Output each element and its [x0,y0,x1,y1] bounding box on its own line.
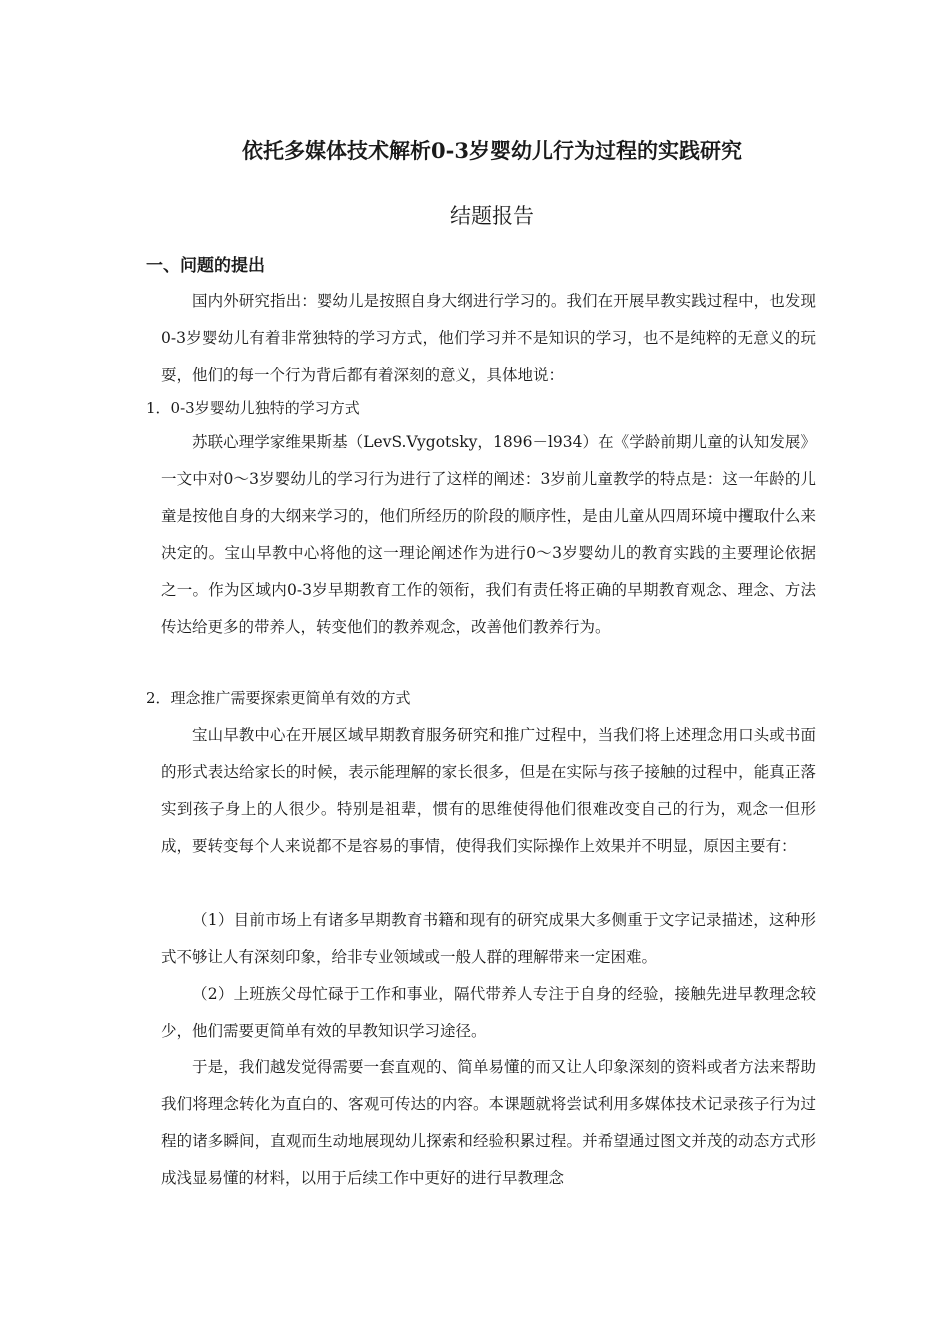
subsection-1-paragraph: 苏联心理学家维果斯基（LevS.Vygotsky，1896－l934）在《学龄前期儿童的认知发展》一文中对0～3岁婴幼儿的学习行为进行了这样的阐述：3岁前儿童教学的特点是：这一年龄的儿童是按他自身的大纲来学习的，他们所经历的阶段的顺序性，是由儿童从四周环境中攫取什么来决定的。宝山早教中心将他的这一理论阐述作为进行0～3岁婴幼儿的教育实践的主要理论依据之一。作为区域内0-3岁早期教育工作的领衔，我们有责任将正确的早期教育观念、理念、方法传达给更多的带养人，转变他们的教养观念，改善他们教养行为。 [161,433,816,636]
subsection-heading-1: 1．0-3岁婴幼儿独特的学习方式 [146,399,360,417]
subsection-2-paragraph: 宝山早教中心在开展区域早期教育服务研究和推广过程中，当我们将上述理念用口头或书面的形式表达给家长的时候，表示能理解的家长很多，但是在实际与孩子接触的过程中，能真正落实到孩子身上的人很少。特别是祖辈，惯有的思维使得他们很难改变自己的行为，观念一但形成，要转变每个人来说都不是容易的事情，使得我们实际操作上效果并不明显，原因主要有： [161,726,816,855]
intro-paragraph: 国内外研究指出：婴幼儿是按照自身大纲进行学习的。我们在开展早教实践过程中，也发现0-3岁婴幼儿有着非常独特的学习方式，他们学习并不是知识的学习，也不是纯粹的无意义的玩耍，他们的每一个行为背后都有着深刻的意义，具体地说： [161,292,816,384]
document-subtitle: 结题报告 [450,204,534,228]
reason-1-paragraph: （1）目前市场上有诸多早期教育书籍和现有的研究成果大多侧重于文字记录描述，这种形式不够让人有深刻印象，给非专业领域或一般人群的理解带来一定困难。 [161,911,816,966]
conclusion-paragraph: 于是，我们越发觉得需要一套直观的、简单易懂的而又让人印象深刻的资料或者方法来帮助我们将理念转化为直白的、客观可传达的内容。本课题就将尝试利用多媒体技术记录孩子行为过程的诸多瞬间，直观而生动地展现幼儿探索和经验积累过程。并希望通过图文并茂的动态方式形成浅显易懂的材料，以用于后续工作中更好的进行早教理念 [161,1058,816,1187]
section-heading: 一、问题的提出 [146,256,265,276]
document-title: 依托多媒体技术解析0-3岁婴幼儿行为过程的实践研究 [242,138,742,163]
reason-2-paragraph: （2）上班族父母忙碌于工作和事业，隔代带养人专注于自身的经验，接触先进早教理念较少，他们需要更简单有效的早教知识学习途径。 [161,985,816,1040]
subsection-heading-2: 2．理念推广需要探索更简单有效的方式 [146,689,411,707]
